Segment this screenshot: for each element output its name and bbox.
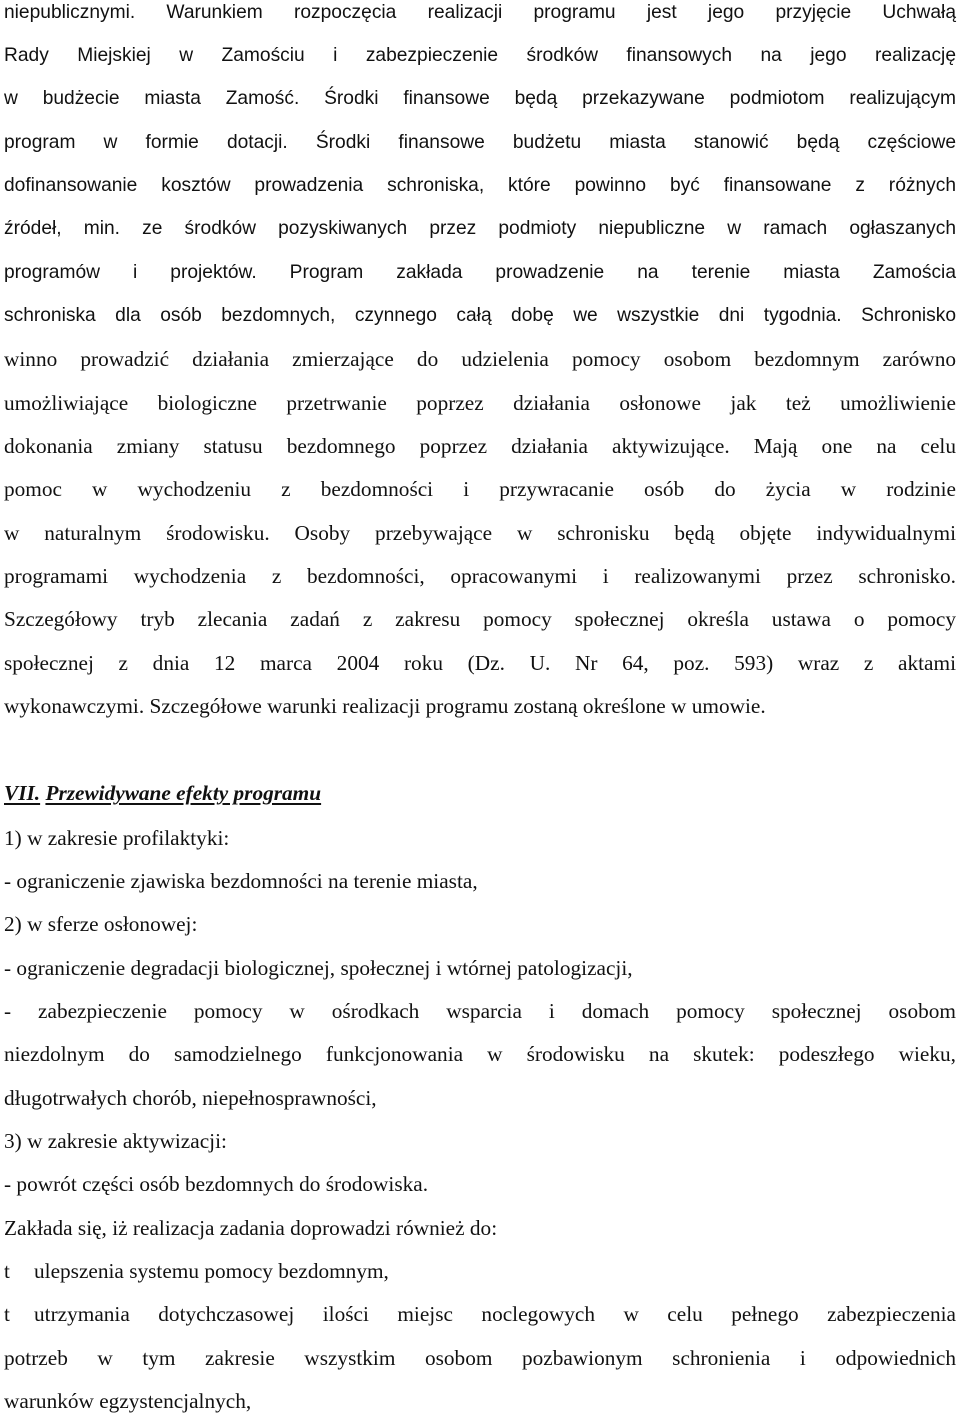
paragraph-line: pomoc w wychodzeniu z bezdomności i przywracanie osób do życia w rodzinie (4, 477, 956, 501)
continuation-line: potrzeb w tym zakresie wszystkim osobom pozbawionym schronienia i odpowiednich (4, 1346, 956, 1370)
paragraph-line: wykonawczymi. Szczegółowe warunki realizacji programu zostaną określone w umowie. (4, 694, 766, 718)
paragraph-line: Szczegółowy tryb zlecania zadań z zakresu pomocy społecznej określa ustawa o pomocy (4, 607, 956, 631)
effects-line: 1) w zakresie profilaktyki: (4, 826, 230, 850)
bullet-glyph: t (4, 1259, 10, 1283)
paragraph-line: Rady Miejskiej w Zamościu i zabezpieczenie środków finansowych na jego realizację (4, 45, 956, 66)
effects-line: - ograniczenie degradacji biologicznej, społecznej i wtórnej patologizacji, (4, 956, 633, 980)
effects-line: Zakłada się, iż realizacja zadania doprowadzi również do: (4, 1216, 498, 1240)
effects-line: - powrót części osób bezdomnych do środowiska. (4, 1172, 429, 1196)
section-number: VII. (4, 781, 41, 805)
section-heading (4, 778, 956, 808)
bullet-text: utrzymania dotychczasowej ilości miejsc noclegowych w celu pełnego zabezpieczenia (34, 1302, 956, 1326)
effects-line: - ograniczenie zjawiska bezdomności na terenie miasta, (4, 869, 478, 893)
paragraph-line: dofinansowanie kosztów prowadzenia schroniska, które powinno być finansowane z różnych (4, 175, 956, 196)
bullet-text: ulepszenia systemu pomocy bezdomnym, (34, 1259, 389, 1283)
bullet-glyph: t (4, 1302, 10, 1326)
paragraph-line: programów i projektów. Program zakłada prowadzenie na terenie miasta Zamościa (4, 262, 956, 283)
paragraph-line: program w formie dotacji. Środki finansowe budżetu miasta stanowić będą częściowe (4, 132, 956, 153)
paragraph-line: źródeł, min. ze środków pozyskiwanych przez podmioty niepubliczne w ramach ogłaszanych (4, 218, 956, 239)
paragraph-line: schroniska dla osób bezdomnych, czynnego całą dobę we wszystkie dni tygodnia. Schronisko (4, 305, 956, 326)
effects-line: - zabezpieczenie pomocy w ośrodkach wsparcia i domach pomocy społecznej osobom (4, 999, 956, 1023)
bullet-item (4, 1256, 956, 1286)
paragraph-line: w naturalnym środowisku. Osoby przebywające w schronisku będą objęte indywidualnymi (4, 521, 956, 545)
effects-line: 3) w zakresie aktywizacji: (4, 1129, 227, 1153)
bullet-item (4, 1299, 956, 1329)
continuation-line: warunków egzystencjalnych, (4, 1389, 252, 1413)
paragraph-line: dokonania zmiany statusu bezdomnego poprzez działania aktywizujące. Mają one na celu (4, 434, 956, 458)
paragraph-line: niepublicznymi. Warunkiem rozpoczęcia realizacji programu jest jego przyjęcie Uchwałą (4, 2, 956, 23)
paragraph-line: w budżecie miasta Zamość. Środki finansowe będą przekazywane podmiotom realizującym (4, 88, 956, 109)
paragraph-line: społecznej z dnia 12 marca 2004 roku (Dz. U. Nr 64, poz. 593) wraz z aktami (4, 651, 956, 675)
paragraph-line: programami wychodzenia z bezdomności, opracowanymi i realizowanymi przez schronisko. (4, 564, 956, 588)
effects-line: długotrwałych chorób, niepełnosprawności, (4, 1086, 377, 1110)
paragraph-line: winno prowadzić działania zmierzające do udzielenia pomocy osobom bezdomnym zarówno (4, 347, 956, 371)
section-title: Przewidywane efekty programu (45, 781, 322, 805)
effects-line: niezdolnym do samodzielnego funkcjonowania w środowisku na skutek: podeszłego wieku, (4, 1042, 956, 1066)
effects-line: 2) w sferze osłonowej: (4, 912, 198, 936)
paragraph-line: umożliwiające biologiczne przetrwanie poprzez działania osłonowe jak też umożliwienie (4, 391, 956, 415)
